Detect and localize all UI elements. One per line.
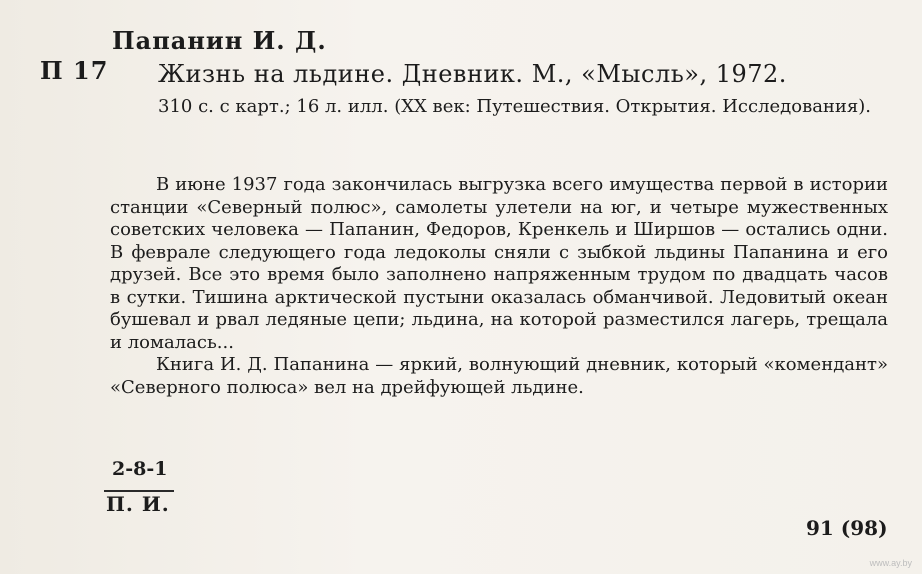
catalog-code: П 17 xyxy=(40,56,109,85)
book-title: Жизнь на льдине. Дневник. М., «Мысль», 1972. xyxy=(158,60,787,88)
publication-details: 310 с. с карт.; 16 л. илл. (XX век: Путешествия. Открытия. Исследования). xyxy=(158,96,872,117)
abstract xyxy=(110,174,888,399)
watermark: www.ay.by xyxy=(869,558,912,568)
abstract-paragraph: В июне 1937 года закончилась выгрузка всего имущества первой в истории станции «Северный полюс», самолеты улетели на юг, и четыре мужественных советских человека — Папанин, Федоров, Кренкель и Ширшов — остались одни. В феврале следующего года ледоколы сняли с зыбкой льдины Папанина и его друзей. Все это время было заполнено напряженным трудом по двадцать часов в сутки. Тишина арктической пустыни оказалась обманчивой. Ледовитый океан бушевал и рвал ледяные цепи; льдина, на которой разместился лагерь, трещала и ломалась... xyxy=(110,174,888,353)
author-name: Папанин И. Д. xyxy=(112,26,327,55)
classification-index: 2-8-1 xyxy=(112,458,168,480)
author-initials: П. И. xyxy=(106,492,170,516)
card-number: 91 (98) xyxy=(806,516,888,540)
abstract-paragraph: Книга И. Д. Папанина — яркий, волнующий дневник, который «комендант» «Северного полюса» вел на дрейфующей льдине. xyxy=(110,354,888,398)
